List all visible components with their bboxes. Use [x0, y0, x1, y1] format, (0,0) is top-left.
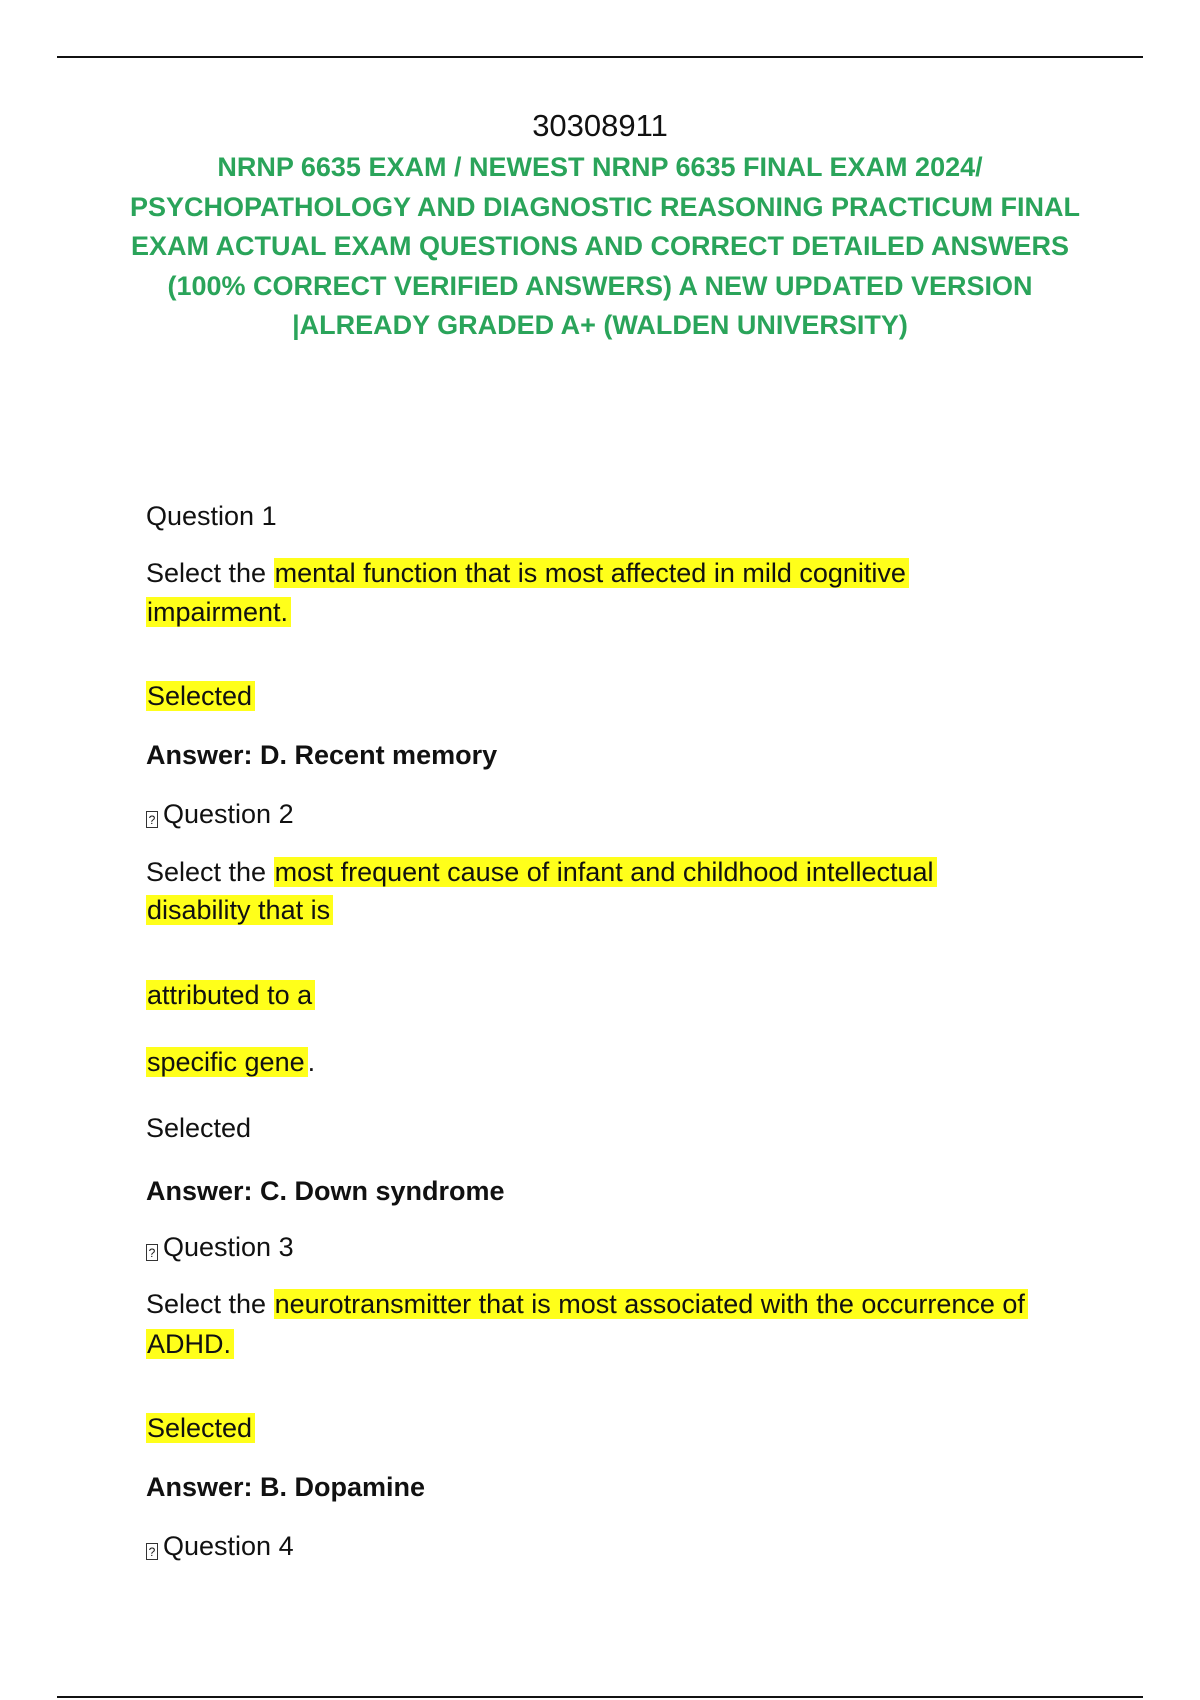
- prompt-highlight: disability that is: [146, 895, 333, 925]
- document-id: 30308911: [532, 108, 668, 143]
- prompt-prefix: Select the: [146, 857, 274, 887]
- title-line: PSYCHOPATHOLOGY AND DIAGNOSTIC REASONING PRACTICUM FINAL: [130, 191, 1081, 222]
- prompt-highlight: specific gene: [146, 1047, 308, 1077]
- question-label: Question 4: [163, 1531, 294, 1561]
- prompt-highlight: attributed to a: [146, 980, 315, 1010]
- title-line: |ALREADY GRADED A+ (WALDEN UNIVERSITY): [292, 310, 908, 340]
- question-label-row: [146, 795, 294, 833]
- prompt-highlight: mental function that is most affected in mild cognitive: [274, 558, 909, 588]
- question-prompt: [146, 554, 909, 592]
- footer-rule: [57, 1696, 1143, 1698]
- question-marker-icon: ?: [146, 1244, 158, 1261]
- question-prompt-continued: [146, 593, 291, 631]
- question-label: Question 2: [163, 799, 294, 829]
- document-title: [130, 148, 1081, 346]
- question-marker-icon: ?: [146, 1543, 158, 1560]
- prompt-highlight: impairment.: [146, 597, 291, 627]
- selected-label: Selected: [146, 1113, 252, 1143]
- answer: Answer: D. Recent memory: [146, 740, 498, 770]
- prompt-tail: .: [307, 1047, 316, 1077]
- question-prompt-continued: [146, 1043, 315, 1081]
- selected-highlight: Selected: [146, 681, 255, 711]
- header-rule: [57, 56, 1143, 58]
- question-label-row: [146, 1228, 294, 1266]
- title-line: EXAM ACTUAL EXAM QUESTIONS AND CORRECT DETAILED ANSWERS: [130, 231, 1070, 261]
- title-line: NRNP 6635 EXAM / NEWEST NRNP 6635 FINAL EXAM 2024/: [217, 152, 983, 182]
- selected-label: [146, 1409, 255, 1447]
- question-prompt-continued: [146, 1325, 234, 1363]
- title-line: (100% CORRECT VERIFIED ANSWERS) A NEW UPDATED VERSION: [167, 270, 1033, 301]
- question-label: Question 1: [146, 501, 277, 531]
- prompt-highlight: ADHD.: [146, 1329, 234, 1359]
- prompt-highlight: neurotransmitter that is most associated with the occurrence of: [274, 1289, 1028, 1319]
- prompt-highlight: most frequent cause of infant and childhood intellectual: [274, 857, 937, 887]
- prompt-prefix: Select the: [146, 558, 274, 588]
- answer: Answer: B. Dopamine: [146, 1472, 426, 1502]
- question-prompt: [146, 1285, 1028, 1323]
- question-marker-icon: ?: [146, 811, 158, 828]
- question-prompt-continued: [146, 891, 333, 929]
- prompt-prefix: Select the: [146, 1289, 274, 1319]
- selected-highlight: Selected: [146, 1413, 255, 1443]
- selected-label: [146, 677, 255, 715]
- answer: Answer: C. Down syndrome: [146, 1176, 505, 1206]
- question-label: Question 3: [163, 1232, 294, 1262]
- question-prompt-continued: [146, 976, 315, 1014]
- question-prompt: [146, 853, 937, 891]
- question-label-row: [146, 1527, 294, 1565]
